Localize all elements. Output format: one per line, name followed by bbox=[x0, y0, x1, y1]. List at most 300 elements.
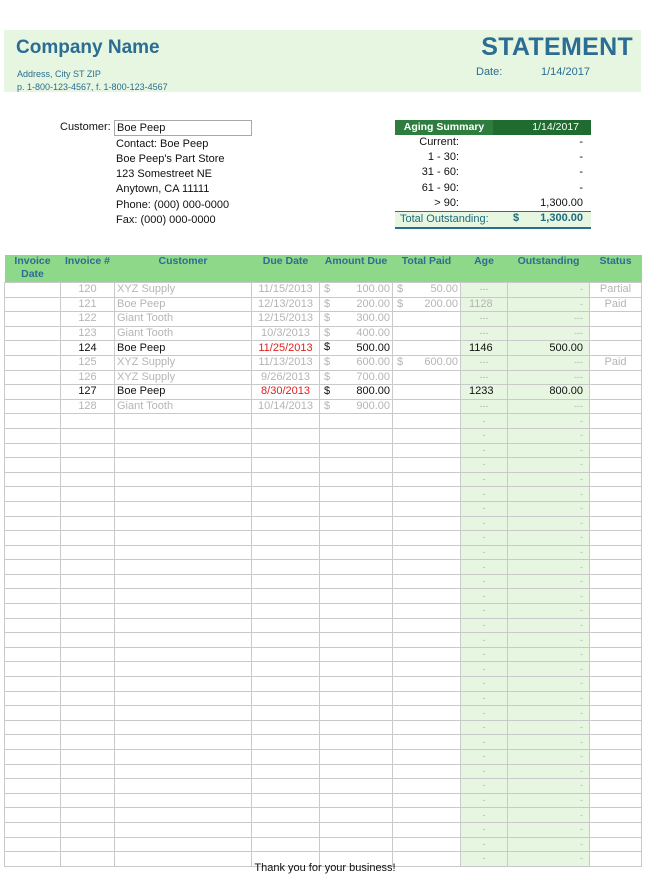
customer-cell[interactable] bbox=[115, 691, 252, 706]
status-cell[interactable] bbox=[590, 472, 642, 487]
invoice-date-cell[interactable] bbox=[5, 487, 61, 502]
invoice-date-cell[interactable] bbox=[5, 428, 61, 443]
total-paid-cell[interactable] bbox=[393, 428, 461, 443]
due-date-cell[interactable] bbox=[252, 720, 320, 735]
status-cell[interactable] bbox=[590, 691, 642, 706]
table-row[interactable] bbox=[5, 574, 642, 589]
amount-due-cell[interactable] bbox=[320, 822, 393, 837]
customer-cell[interactable] bbox=[115, 531, 252, 546]
table-row[interactable] bbox=[5, 837, 642, 852]
customer-cell[interactable] bbox=[115, 647, 252, 662]
status-cell[interactable] bbox=[590, 574, 642, 589]
customer-cell[interactable] bbox=[115, 677, 252, 692]
amount-due-cell[interactable] bbox=[320, 793, 393, 808]
status-cell[interactable] bbox=[590, 633, 642, 648]
total-paid-cell[interactable] bbox=[393, 574, 461, 589]
customer-cell[interactable]: XYZ Supply bbox=[115, 283, 252, 298]
due-date-cell[interactable] bbox=[252, 574, 320, 589]
amount-due-cell[interactable] bbox=[320, 837, 393, 852]
due-date-cell[interactable]: 9/26/2013 bbox=[252, 370, 320, 385]
amount-due-cell[interactable] bbox=[320, 764, 393, 779]
table-row[interactable] bbox=[5, 647, 642, 662]
due-date-cell[interactable] bbox=[252, 618, 320, 633]
total-paid-cell[interactable] bbox=[393, 414, 461, 429]
invoice-date-cell[interactable] bbox=[5, 662, 61, 677]
due-date-cell[interactable] bbox=[252, 822, 320, 837]
amount-due-cell[interactable] bbox=[320, 487, 393, 502]
table-row[interactable] bbox=[5, 662, 642, 677]
amount-due-cell[interactable] bbox=[320, 604, 393, 619]
invoice-num-cell[interactable]: 123 bbox=[61, 326, 115, 341]
invoice-num-cell[interactable] bbox=[61, 618, 115, 633]
invoice-date-cell[interactable] bbox=[5, 808, 61, 823]
invoice-num-cell[interactable]: 120 bbox=[61, 283, 115, 298]
table-row[interactable] bbox=[5, 750, 642, 765]
amount-due-cell[interactable] bbox=[320, 428, 393, 443]
invoice-num-cell[interactable]: 127 bbox=[61, 385, 115, 400]
table-row[interactable] bbox=[5, 516, 642, 531]
invoice-num-cell[interactable] bbox=[61, 735, 115, 750]
invoice-num-cell[interactable] bbox=[61, 691, 115, 706]
status-cell[interactable] bbox=[590, 647, 642, 662]
due-date-cell[interactable] bbox=[252, 837, 320, 852]
status-cell[interactable] bbox=[590, 545, 642, 560]
customer-cell[interactable] bbox=[115, 472, 252, 487]
due-date-cell[interactable] bbox=[252, 735, 320, 750]
due-date-cell[interactable]: 8/30/2013 bbox=[252, 385, 320, 400]
total-paid-cell[interactable] bbox=[393, 764, 461, 779]
invoice-num-cell[interactable]: 125 bbox=[61, 355, 115, 370]
invoice-num-cell[interactable] bbox=[61, 677, 115, 692]
status-cell[interactable]: Paid bbox=[590, 355, 642, 370]
due-date-cell[interactable] bbox=[252, 647, 320, 662]
invoice-num-cell[interactable] bbox=[61, 633, 115, 648]
customer-cell[interactable]: Giant Tooth bbox=[115, 326, 252, 341]
due-date-cell[interactable]: 10/3/2013 bbox=[252, 326, 320, 341]
invoice-date-cell[interactable] bbox=[5, 822, 61, 837]
customer-cell[interactable] bbox=[115, 837, 252, 852]
table-row[interactable] bbox=[5, 458, 642, 473]
amount-due-cell[interactable] bbox=[320, 589, 393, 604]
amount-due-cell[interactable] bbox=[320, 385, 393, 400]
total-paid-cell[interactable] bbox=[393, 822, 461, 837]
invoice-num-cell[interactable] bbox=[61, 560, 115, 575]
customer-cell[interactable] bbox=[115, 428, 252, 443]
customer-cell[interactable] bbox=[115, 560, 252, 575]
invoice-num-cell[interactable] bbox=[61, 720, 115, 735]
amount-due-cell[interactable] bbox=[320, 283, 393, 298]
invoice-num-cell[interactable]: 128 bbox=[61, 399, 115, 414]
customer-cell[interactable] bbox=[115, 618, 252, 633]
amount-due-cell[interactable] bbox=[320, 443, 393, 458]
invoice-date-cell[interactable] bbox=[5, 779, 61, 794]
table-row[interactable] bbox=[5, 297, 642, 312]
amount-due-cell[interactable] bbox=[320, 560, 393, 575]
invoice-date-cell[interactable] bbox=[5, 793, 61, 808]
customer-cell[interactable] bbox=[115, 706, 252, 721]
table-row[interactable] bbox=[5, 370, 642, 385]
amount-due-cell[interactable] bbox=[320, 297, 393, 312]
table-row[interactable] bbox=[5, 326, 642, 341]
amount-due-cell[interactable] bbox=[320, 501, 393, 516]
invoice-num-cell[interactable] bbox=[61, 589, 115, 604]
total-paid-cell[interactable] bbox=[393, 472, 461, 487]
invoice-date-cell[interactable] bbox=[5, 574, 61, 589]
invoice-num-cell[interactable] bbox=[61, 604, 115, 619]
total-paid-cell[interactable] bbox=[393, 779, 461, 794]
customer-cell[interactable]: Boe Peep bbox=[115, 385, 252, 400]
status-cell[interactable] bbox=[590, 414, 642, 429]
customer-cell[interactable] bbox=[115, 633, 252, 648]
invoice-date-cell[interactable] bbox=[5, 633, 61, 648]
invoice-date-cell[interactable] bbox=[5, 735, 61, 750]
invoice-date-cell[interactable] bbox=[5, 837, 61, 852]
amount-due-cell[interactable] bbox=[320, 691, 393, 706]
due-date-cell[interactable]: 11/15/2013 bbox=[252, 283, 320, 298]
table-row[interactable] bbox=[5, 793, 642, 808]
amount-due-cell[interactable] bbox=[320, 662, 393, 677]
amount-due-cell[interactable] bbox=[320, 399, 393, 414]
total-paid-cell[interactable] bbox=[393, 735, 461, 750]
due-date-cell[interactable] bbox=[252, 793, 320, 808]
invoice-date-cell[interactable] bbox=[5, 312, 61, 327]
customer-cell[interactable] bbox=[115, 662, 252, 677]
invoice-date-cell[interactable] bbox=[5, 589, 61, 604]
status-cell[interactable] bbox=[590, 720, 642, 735]
status-cell[interactable] bbox=[590, 837, 642, 852]
due-date-cell[interactable] bbox=[252, 458, 320, 473]
due-date-cell[interactable]: 11/13/2013 bbox=[252, 355, 320, 370]
invoice-date-cell[interactable] bbox=[5, 472, 61, 487]
status-cell[interactable] bbox=[590, 750, 642, 765]
total-paid-cell[interactable] bbox=[393, 793, 461, 808]
total-paid-cell[interactable] bbox=[393, 808, 461, 823]
status-cell[interactable] bbox=[590, 808, 642, 823]
status-cell[interactable] bbox=[590, 501, 642, 516]
customer-select[interactable]: Boe Peep bbox=[114, 120, 252, 136]
invoice-num-cell[interactable] bbox=[61, 545, 115, 560]
table-row[interactable] bbox=[5, 735, 642, 750]
table-row[interactable] bbox=[5, 414, 642, 429]
status-cell[interactable] bbox=[590, 326, 642, 341]
invoice-num-cell[interactable] bbox=[61, 443, 115, 458]
customer-cell[interactable] bbox=[115, 793, 252, 808]
due-date-cell[interactable] bbox=[252, 589, 320, 604]
total-paid-cell[interactable] bbox=[393, 837, 461, 852]
invoice-date-cell[interactable] bbox=[5, 531, 61, 546]
amount-due-cell[interactable] bbox=[320, 618, 393, 633]
invoice-date-cell[interactable] bbox=[5, 516, 61, 531]
total-paid-cell[interactable] bbox=[393, 618, 461, 633]
status-cell[interactable] bbox=[590, 735, 642, 750]
status-cell[interactable] bbox=[590, 779, 642, 794]
total-paid-cell[interactable] bbox=[393, 458, 461, 473]
invoice-date-cell[interactable] bbox=[5, 691, 61, 706]
total-paid-cell[interactable] bbox=[393, 501, 461, 516]
table-row[interactable] bbox=[5, 764, 642, 779]
total-paid-cell[interactable] bbox=[393, 691, 461, 706]
total-paid-cell[interactable] bbox=[393, 545, 461, 560]
status-cell[interactable] bbox=[590, 677, 642, 692]
table-row[interactable] bbox=[5, 545, 642, 560]
invoice-num-cell[interactable]: 122 bbox=[61, 312, 115, 327]
total-paid-cell[interactable] bbox=[393, 560, 461, 575]
amount-due-cell[interactable] bbox=[320, 720, 393, 735]
customer-cell[interactable]: Boe Peep bbox=[115, 297, 252, 312]
status-cell[interactable] bbox=[590, 443, 642, 458]
invoice-date-cell[interactable] bbox=[5, 764, 61, 779]
amount-due-cell[interactable] bbox=[320, 647, 393, 662]
due-date-cell[interactable] bbox=[252, 677, 320, 692]
invoice-num-cell[interactable] bbox=[61, 837, 115, 852]
due-date-cell[interactable] bbox=[252, 633, 320, 648]
invoice-num-cell[interactable] bbox=[61, 472, 115, 487]
invoice-num-cell[interactable] bbox=[61, 706, 115, 721]
invoice-num-cell[interactable]: 121 bbox=[61, 297, 115, 312]
status-cell[interactable] bbox=[590, 662, 642, 677]
total-paid-cell[interactable] bbox=[393, 662, 461, 677]
invoice-date-cell[interactable] bbox=[5, 370, 61, 385]
invoice-num-cell[interactable] bbox=[61, 501, 115, 516]
status-cell[interactable] bbox=[590, 516, 642, 531]
amount-due-cell[interactable] bbox=[320, 735, 393, 750]
due-date-cell[interactable] bbox=[252, 604, 320, 619]
customer-cell[interactable]: Giant Tooth bbox=[115, 399, 252, 414]
table-row[interactable] bbox=[5, 618, 642, 633]
amount-due-cell[interactable] bbox=[320, 574, 393, 589]
table-row[interactable] bbox=[5, 779, 642, 794]
customer-cell[interactable] bbox=[115, 604, 252, 619]
customer-cell[interactable] bbox=[115, 764, 252, 779]
amount-due-cell[interactable] bbox=[320, 414, 393, 429]
due-date-cell[interactable] bbox=[252, 691, 320, 706]
amount-due-cell[interactable] bbox=[320, 516, 393, 531]
due-date-cell[interactable] bbox=[252, 750, 320, 765]
table-row[interactable] bbox=[5, 706, 642, 721]
status-cell[interactable] bbox=[590, 428, 642, 443]
total-paid-cell[interactable] bbox=[393, 326, 461, 341]
invoice-num-cell[interactable] bbox=[61, 531, 115, 546]
invoice-date-cell[interactable] bbox=[5, 297, 61, 312]
table-row[interactable] bbox=[5, 428, 642, 443]
amount-due-cell[interactable] bbox=[320, 750, 393, 765]
invoice-num-cell[interactable] bbox=[61, 808, 115, 823]
invoice-num-cell[interactable] bbox=[61, 750, 115, 765]
status-cell[interactable] bbox=[590, 560, 642, 575]
total-paid-cell[interactable] bbox=[393, 443, 461, 458]
total-paid-cell[interactable] bbox=[393, 677, 461, 692]
table-row[interactable] bbox=[5, 283, 642, 298]
customer-cell[interactable]: Giant Tooth bbox=[115, 312, 252, 327]
table-row[interactable] bbox=[5, 443, 642, 458]
amount-due-cell[interactable] bbox=[320, 341, 393, 356]
customer-cell[interactable]: XYZ Supply bbox=[115, 355, 252, 370]
invoice-num-cell[interactable] bbox=[61, 793, 115, 808]
invoice-date-cell[interactable] bbox=[5, 677, 61, 692]
date-value[interactable]: 1/14/2017 bbox=[541, 66, 590, 78]
table-row[interactable] bbox=[5, 341, 642, 356]
customer-cell[interactable] bbox=[115, 779, 252, 794]
table-row[interactable] bbox=[5, 589, 642, 604]
status-cell[interactable] bbox=[590, 531, 642, 546]
due-date-cell[interactable] bbox=[252, 545, 320, 560]
amount-due-cell[interactable] bbox=[320, 312, 393, 327]
customer-cell[interactable] bbox=[115, 414, 252, 429]
customer-cell[interactable] bbox=[115, 822, 252, 837]
invoice-date-cell[interactable] bbox=[5, 326, 61, 341]
invoice-date-cell[interactable] bbox=[5, 545, 61, 560]
status-cell[interactable]: Partial bbox=[590, 283, 642, 298]
invoice-date-cell[interactable] bbox=[5, 443, 61, 458]
due-date-cell[interactable] bbox=[252, 662, 320, 677]
invoice-date-cell[interactable] bbox=[5, 283, 61, 298]
status-cell[interactable] bbox=[590, 370, 642, 385]
table-row[interactable] bbox=[5, 501, 642, 516]
table-row[interactable] bbox=[5, 355, 642, 370]
total-paid-cell[interactable] bbox=[393, 633, 461, 648]
invoice-date-cell[interactable] bbox=[5, 560, 61, 575]
table-row[interactable] bbox=[5, 633, 642, 648]
customer-cell[interactable]: Boe Peep bbox=[115, 341, 252, 356]
due-date-cell[interactable] bbox=[252, 414, 320, 429]
total-paid-cell[interactable] bbox=[393, 720, 461, 735]
amount-due-cell[interactable] bbox=[320, 458, 393, 473]
due-date-cell[interactable]: 12/13/2013 bbox=[252, 297, 320, 312]
total-paid-cell[interactable] bbox=[393, 312, 461, 327]
status-cell[interactable] bbox=[590, 399, 642, 414]
total-paid-cell[interactable] bbox=[393, 589, 461, 604]
table-row[interactable] bbox=[5, 531, 642, 546]
total-paid-cell[interactable] bbox=[393, 750, 461, 765]
total-paid-cell[interactable] bbox=[393, 399, 461, 414]
invoice-num-cell[interactable]: 126 bbox=[61, 370, 115, 385]
amount-due-cell[interactable] bbox=[320, 355, 393, 370]
table-row[interactable] bbox=[5, 312, 642, 327]
due-date-cell[interactable] bbox=[252, 808, 320, 823]
total-paid-cell[interactable] bbox=[393, 516, 461, 531]
customer-cell[interactable] bbox=[115, 720, 252, 735]
invoice-date-cell[interactable] bbox=[5, 501, 61, 516]
table-row[interactable] bbox=[5, 822, 642, 837]
customer-cell[interactable] bbox=[115, 458, 252, 473]
invoice-num-cell[interactable] bbox=[61, 647, 115, 662]
table-row[interactable] bbox=[5, 472, 642, 487]
amount-due-cell[interactable] bbox=[320, 472, 393, 487]
customer-cell[interactable] bbox=[115, 516, 252, 531]
invoice-num-cell[interactable] bbox=[61, 662, 115, 677]
total-paid-cell[interactable] bbox=[393, 355, 461, 370]
invoice-num-cell[interactable] bbox=[61, 764, 115, 779]
due-date-cell[interactable]: 11/25/2013 bbox=[252, 341, 320, 356]
customer-cell[interactable] bbox=[115, 735, 252, 750]
invoice-date-cell[interactable] bbox=[5, 414, 61, 429]
due-date-cell[interactable] bbox=[252, 706, 320, 721]
invoice-num-cell[interactable] bbox=[61, 779, 115, 794]
total-paid-cell[interactable] bbox=[393, 283, 461, 298]
due-date-cell[interactable] bbox=[252, 443, 320, 458]
invoice-num-cell[interactable] bbox=[61, 458, 115, 473]
due-date-cell[interactable] bbox=[252, 428, 320, 443]
total-paid-cell[interactable] bbox=[393, 297, 461, 312]
invoice-date-cell[interactable] bbox=[5, 355, 61, 370]
due-date-cell[interactable] bbox=[252, 779, 320, 794]
due-date-cell[interactable]: 10/14/2013 bbox=[252, 399, 320, 414]
table-row[interactable] bbox=[5, 399, 642, 414]
customer-cell[interactable] bbox=[115, 589, 252, 604]
due-date-cell[interactable] bbox=[252, 472, 320, 487]
due-date-cell[interactable] bbox=[252, 531, 320, 546]
table-row[interactable] bbox=[5, 487, 642, 502]
total-paid-cell[interactable] bbox=[393, 341, 461, 356]
customer-cell[interactable] bbox=[115, 443, 252, 458]
total-paid-cell[interactable] bbox=[393, 604, 461, 619]
amount-due-cell[interactable] bbox=[320, 779, 393, 794]
invoice-num-cell[interactable] bbox=[61, 487, 115, 502]
amount-due-cell[interactable] bbox=[320, 633, 393, 648]
status-cell[interactable] bbox=[590, 822, 642, 837]
status-cell[interactable] bbox=[590, 458, 642, 473]
invoice-date-cell[interactable] bbox=[5, 458, 61, 473]
status-cell[interactable] bbox=[590, 589, 642, 604]
amount-due-cell[interactable] bbox=[320, 531, 393, 546]
status-cell[interactable] bbox=[590, 487, 642, 502]
amount-due-cell[interactable] bbox=[320, 370, 393, 385]
status-cell[interactable]: Paid bbox=[590, 297, 642, 312]
customer-cell[interactable] bbox=[115, 808, 252, 823]
amount-due-cell[interactable] bbox=[320, 706, 393, 721]
status-cell[interactable] bbox=[590, 793, 642, 808]
amount-due-cell[interactable] bbox=[320, 326, 393, 341]
amount-due-cell[interactable] bbox=[320, 808, 393, 823]
status-cell[interactable] bbox=[590, 618, 642, 633]
invoice-date-cell[interactable] bbox=[5, 750, 61, 765]
invoice-date-cell[interactable] bbox=[5, 399, 61, 414]
table-row[interactable] bbox=[5, 691, 642, 706]
invoice-date-cell[interactable] bbox=[5, 720, 61, 735]
total-paid-cell[interactable] bbox=[393, 370, 461, 385]
invoice-num-cell[interactable] bbox=[61, 516, 115, 531]
invoice-date-cell[interactable] bbox=[5, 618, 61, 633]
due-date-cell[interactable]: 12/15/2013 bbox=[252, 312, 320, 327]
table-row[interactable] bbox=[5, 385, 642, 400]
table-row[interactable] bbox=[5, 560, 642, 575]
due-date-cell[interactable] bbox=[252, 487, 320, 502]
customer-cell[interactable]: XYZ Supply bbox=[115, 370, 252, 385]
due-date-cell[interactable] bbox=[252, 560, 320, 575]
invoice-date-cell[interactable] bbox=[5, 604, 61, 619]
customer-cell[interactable] bbox=[115, 574, 252, 589]
invoice-date-cell[interactable] bbox=[5, 385, 61, 400]
customer-cell[interactable] bbox=[115, 487, 252, 502]
customer-cell[interactable] bbox=[115, 545, 252, 560]
status-cell[interactable] bbox=[590, 764, 642, 779]
table-row[interactable] bbox=[5, 604, 642, 619]
table-row[interactable] bbox=[5, 720, 642, 735]
customer-cell[interactable] bbox=[115, 750, 252, 765]
invoice-date-cell[interactable] bbox=[5, 341, 61, 356]
invoice-num-cell[interactable] bbox=[61, 414, 115, 429]
amount-due-cell[interactable] bbox=[320, 545, 393, 560]
status-cell[interactable] bbox=[590, 604, 642, 619]
invoice-num-cell[interactable] bbox=[61, 574, 115, 589]
total-paid-cell[interactable] bbox=[393, 706, 461, 721]
due-date-cell[interactable] bbox=[252, 516, 320, 531]
invoice-date-cell[interactable] bbox=[5, 706, 61, 721]
amount-due-cell[interactable] bbox=[320, 677, 393, 692]
due-date-cell[interactable] bbox=[252, 501, 320, 516]
table-row[interactable] bbox=[5, 677, 642, 692]
total-paid-cell[interactable] bbox=[393, 531, 461, 546]
